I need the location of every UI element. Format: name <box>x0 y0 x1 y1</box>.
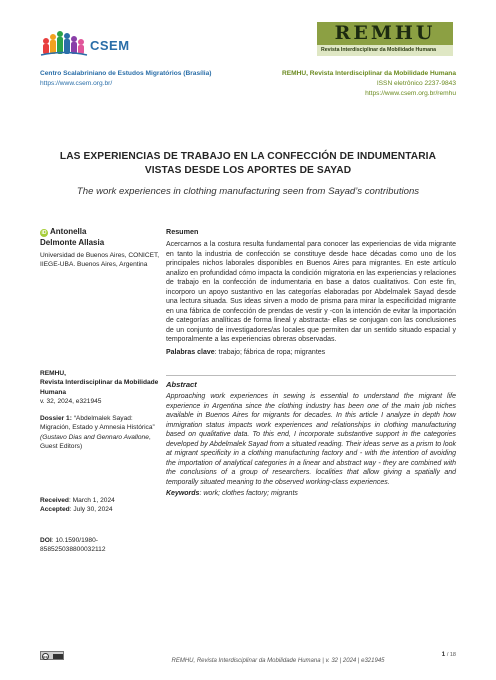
journal-url-link[interactable]: https://www.csem.org.br/remhu <box>365 90 456 97</box>
footer-citation: REMHU, Revista Interdisciplinar da Mobilidade Humana | v. 32 | 2024 | e321945 <box>171 658 385 664</box>
section-divider <box>166 375 456 376</box>
article-title-line1: LAS EXPERIENCIAS DE TRABAJO EN LA CONFECCIÓN DE INDUMENTARIA <box>59 151 437 162</box>
doi-value[interactable]: : 10.1590/1980-858525038800032112 <box>40 537 106 554</box>
remhu-logo <box>317 22 453 56</box>
csem-logo <box>40 28 130 62</box>
dossier-editors-suffix: , Guest Editors) <box>40 433 151 450</box>
dossier-editors: (Gustavo Dias and Gennaro Avallone <box>40 433 149 441</box>
csem-header <box>40 69 211 89</box>
cc-mark: cc <box>43 653 48 659</box>
abstract-heading: Abstract <box>166 380 197 389</box>
accepted-date <box>40 505 160 514</box>
author-first-name: Antonella <box>50 227 87 236</box>
resumen-section <box>166 227 456 356</box>
dates-block <box>40 496 160 515</box>
author-name <box>40 227 160 248</box>
accepted-value: : July 30, 2024 <box>69 506 113 514</box>
dossier-label: Dossier 1: <box>40 415 72 422</box>
journal-info-block <box>40 369 160 406</box>
resumen-keywords-values: : trabajo; fábrica de ropa; migrantes <box>214 348 326 356</box>
author-last-name: Delmonte Allasia <box>40 237 105 247</box>
abstract-body: Approaching work experiences in sewing is essential to understand the migrant life experience in Argentina since the clothing industry has been one of the main job niches available in Buenos Aires for migrants for decades. In this article I analyze in depth how immigration status impacts work experiences and relationships in clothing manufacturing based on qualitative data. To this end, I incorporate substantive support in the categories developed by Abdelmalek Sayad from a situated reading. Their ideas serve as a prism to look at migrant specificity in a clothing manufacturing factory and - with the intention of avoiding the importation of analytical categories in a linear and abstract way - they are combined with the conclusions of a group of researchers. localities that allow giving a spatially and temporally situated meaning to the observed working-class experiences. <box>166 393 456 486</box>
received-label: Received <box>40 497 69 504</box>
doi-label: DOI <box>40 537 52 544</box>
page-number <box>442 651 456 658</box>
journal-header <box>282 69 456 99</box>
resumen-body: Acercarnos a la costura resulta fundamental para conocer las experiencias de vida migrante en tanto la industria de confección se constituye desde hace décadas como uno de los principales nichos laborales disponibles en Buenos Aires para migrantes. En este artículo analizo en profundidad cómo impacta la condición migratoria en las experiencias y relaciones de trabajo en la confección de indumentaria en base a datos cualitativos. Con este fin, incorporo un apoyo sustantivo en las categorías elaboradas por Abdelmalek Sayad desde una lectura situada. Sus ideas sirven a modo de prisma para mirar la especificidad migrante en una fábrica de confección de prendas de vestir y -con la intención de evitar la importación de categorías analíticas de forma lineal y abstracta- ellas se conjugan con las conclusiones de un conjunto de investigadores/as locales que permiten dar un sentido situado espacial y temporalmente a las experiencias obreras observadas. <box>166 241 456 343</box>
abstract-section <box>166 380 456 497</box>
dossier-title: “Abdelmalek Sayad: Migración, Estado y Amnesia Histórica” <box>40 415 155 432</box>
article-subtitle: The work experiences in clothing manufacturing seen from Sayad’s contributions <box>76 186 420 197</box>
abstract-keywords-label: Keywords <box>166 490 200 497</box>
article-title-line2: VISTAS DESDE LOS APORTES DE SAYAD <box>144 165 352 176</box>
received-value: : March 1, 2024 <box>68 497 115 504</box>
doi-block <box>40 536 160 555</box>
dossier-block <box>40 414 160 451</box>
resumen-keywords-label: Palabras clave <box>166 348 215 356</box>
csem-people-icon <box>40 28 88 58</box>
abstract-keywords <box>166 490 456 497</box>
journal-title: REMHU, Revista Interdisciplinar da Mobilidade Humana <box>281 70 456 77</box>
author-affiliation: Universidad de Buenos Aires, CONICET, IIEGE-UBA. Buenos Aires, Argentina <box>40 252 160 269</box>
journal-issn: ISSN eletrônico 2237-9843 <box>376 80 456 87</box>
resumen-keywords <box>166 349 456 356</box>
journal-full-name: Revista Interdisciplinar da Mobilidade Humana <box>40 379 159 396</box>
journal-short-name: REMHU, <box>40 370 67 377</box>
page-current: 1 <box>441 651 446 658</box>
csem-logo-text: CSEM <box>90 38 130 53</box>
page-total: / 18 <box>446 652 456 658</box>
article-title <box>40 150 456 178</box>
remhu-logo-title: REMHU <box>334 22 436 44</box>
author-block <box>40 227 160 270</box>
accepted-label: Accepted <box>40 506 70 514</box>
received-date <box>40 496 160 505</box>
resumen-heading: Resumen <box>166 227 199 236</box>
remhu-logo-subtitle: Revista Interdisciplinar da Mobilidade Humana <box>321 46 437 53</box>
csem-url-link[interactable]: https://www.csem.org.br/ <box>40 80 113 87</box>
journal-volume: v. 32, 2024, e321945 <box>40 397 102 405</box>
csem-org-name: Centro Scalabriniano de Estudos Migratórios (Brasília) <box>40 70 212 77</box>
abstract-keywords-values: : work; clothes factory; migrants <box>199 490 298 497</box>
orcid-icon[interactable]: iD <box>41 230 47 236</box>
